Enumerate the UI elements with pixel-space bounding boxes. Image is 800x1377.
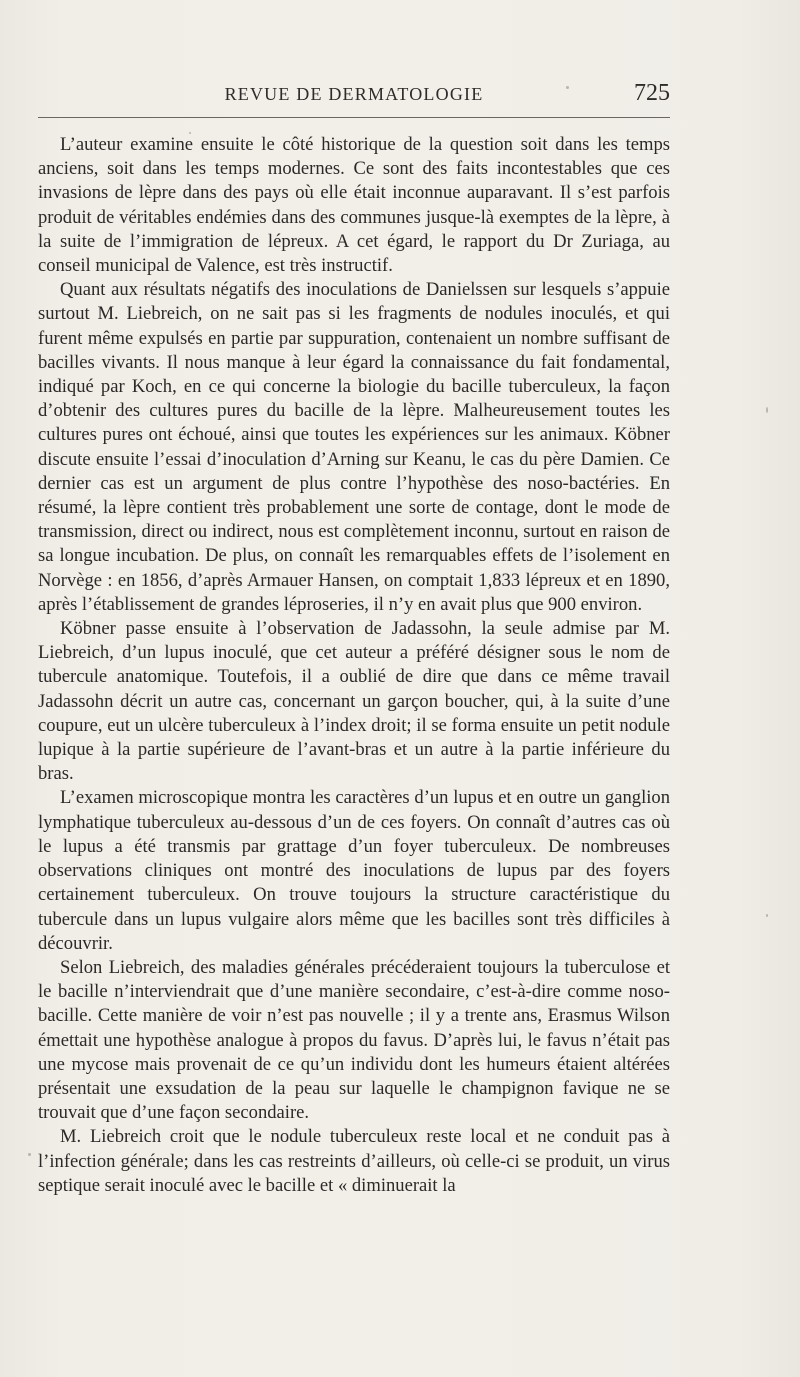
paragraph: L’examen microscopique montra les caractères d’un lupus et en outre un ganglion lymphatique tuberculeux au-dessous d’un de ces foyers. On connaît d’autres cas où le lupus a été transmis par grattage d’un foyer tuberculeux. De nombreuses observations cliniques ont montré des inoculations de lupus par des foyers certainement tuberculeux. On trouve toujours la structure caractéristique du tubercule dans un lupus vulgaire alors même que les bacilles sont très difficiles à découvrir. (38, 787, 670, 954)
paper-speck (766, 407, 768, 413)
header-rule (38, 117, 670, 118)
paper-speck (28, 1153, 31, 1156)
paragraph: L’auteur examine ensuite le côté historique de la question soit dans les temps anciens, soit dans les temps modernes. Ce sont des faits incontestables que ces invasions de lèpre dans des pays où elle était inconnue auparavant. Il s’est parfois produit de véritables endémies dans des communes jusque-là exemptes de la lèpre, à la suite de l’immigration de lépreux. A cet égard, le rapport du Dr Zuriaga, au conseil municipal de Valence, est très instructif. (38, 134, 670, 277)
paper-speck (566, 86, 569, 89)
page-number: 725 (634, 80, 670, 106)
paper-speck (189, 132, 191, 134)
paragraph: M. Liebreich croit que le nodule tuberculeux reste local et ne conduit pas à l’infection générale; dans les cas restreints d’ailleurs, où celle-ci se produit, un virus septique serait inoculé avec le bacille et « diminuerait la (38, 1126, 670, 1196)
paragraph: Köbner passe ensuite à l’observation de Jadassohn, la seule admise par M. Liebreich, d’un lupus inoculé, que cet auteur a préféré désigner sous le nom de tubercule anatomique. Toutefois, il a oublié de dire que dans ce même travail Jadassohn décrit un autre cas, concernant un garçon boucher, qui, à la suite d’une coupure, eut un ulcère tuberculeux à l’index droit; il se forma ensuite un petit nodule lupique à la partie supérieure de l’avant-bras et un autre à la partie inférieure du bras. (38, 618, 670, 785)
paragraph: Selon Liebreich, des maladies générales précéderaient toujours la tuberculose et le bacille n’interviendrait que d’une manière secondaire, c’est-à-dire comme noso-bacille. Cette manière de voir n’est pas nouvelle ; il y a trente ans, Erasmus Wilson émettait une hypothèse analogue à propos du favus. D’après lui, le favus n’était pas une mycose mais provenait de ce qu’un individu dont les humeurs étaient altérées présentait une exsudation de la peau sur laquelle le champignon favique ne se trouvait que d’une façon secondaire. (38, 956, 670, 1124)
running-title: REVUE DE DERMATOLOGIE (224, 84, 484, 104)
body-text (38, 133, 670, 1198)
paragraph: Quant aux résultats négatifs des inoculations de Danielssen sur lesquels s’appuie surtout M. Liebreich, on ne sait pas si les fragments de nodules inoculés, et qui furent même expulsés en partie par suppuration, contenaient un nombre suffisant de bacilles vivants. Il nous manque à leur égard la connaissance du fait fondamental, indiqué par Koch, en ce qui concerne la biologie du bacille tuberculeux, la façon d’obtenir des cultures pures du bacille de la lèpre. Malheureusement toutes les cultures pures ont échoué, ainsi que toutes les expériences sur les animaux. Köbner discute ensuite l’essai d’inoculation d’Arning sur Keanu, le cas du père Damien. Ce dernier cas est un argument de plus contre l’hypothèse des noso-bactéries. En résumé, la lèpre contient très probablement une sorte de contage, dont le mode de transmission, direct ou indirect, nous est complètement inconnu, surtout en raison de sa longue incubation. De plus, on connaît les remarquables effets de l’isolement en Norvège : en 1856, d’après Armauer Hansen, on comptait 1,833 lépreux et en 1890, après l’établissement de grandes léproseries, il n’y en avait plus que 900 environ. (38, 279, 670, 615)
page-header (38, 76, 670, 108)
paper-speck (766, 914, 768, 917)
